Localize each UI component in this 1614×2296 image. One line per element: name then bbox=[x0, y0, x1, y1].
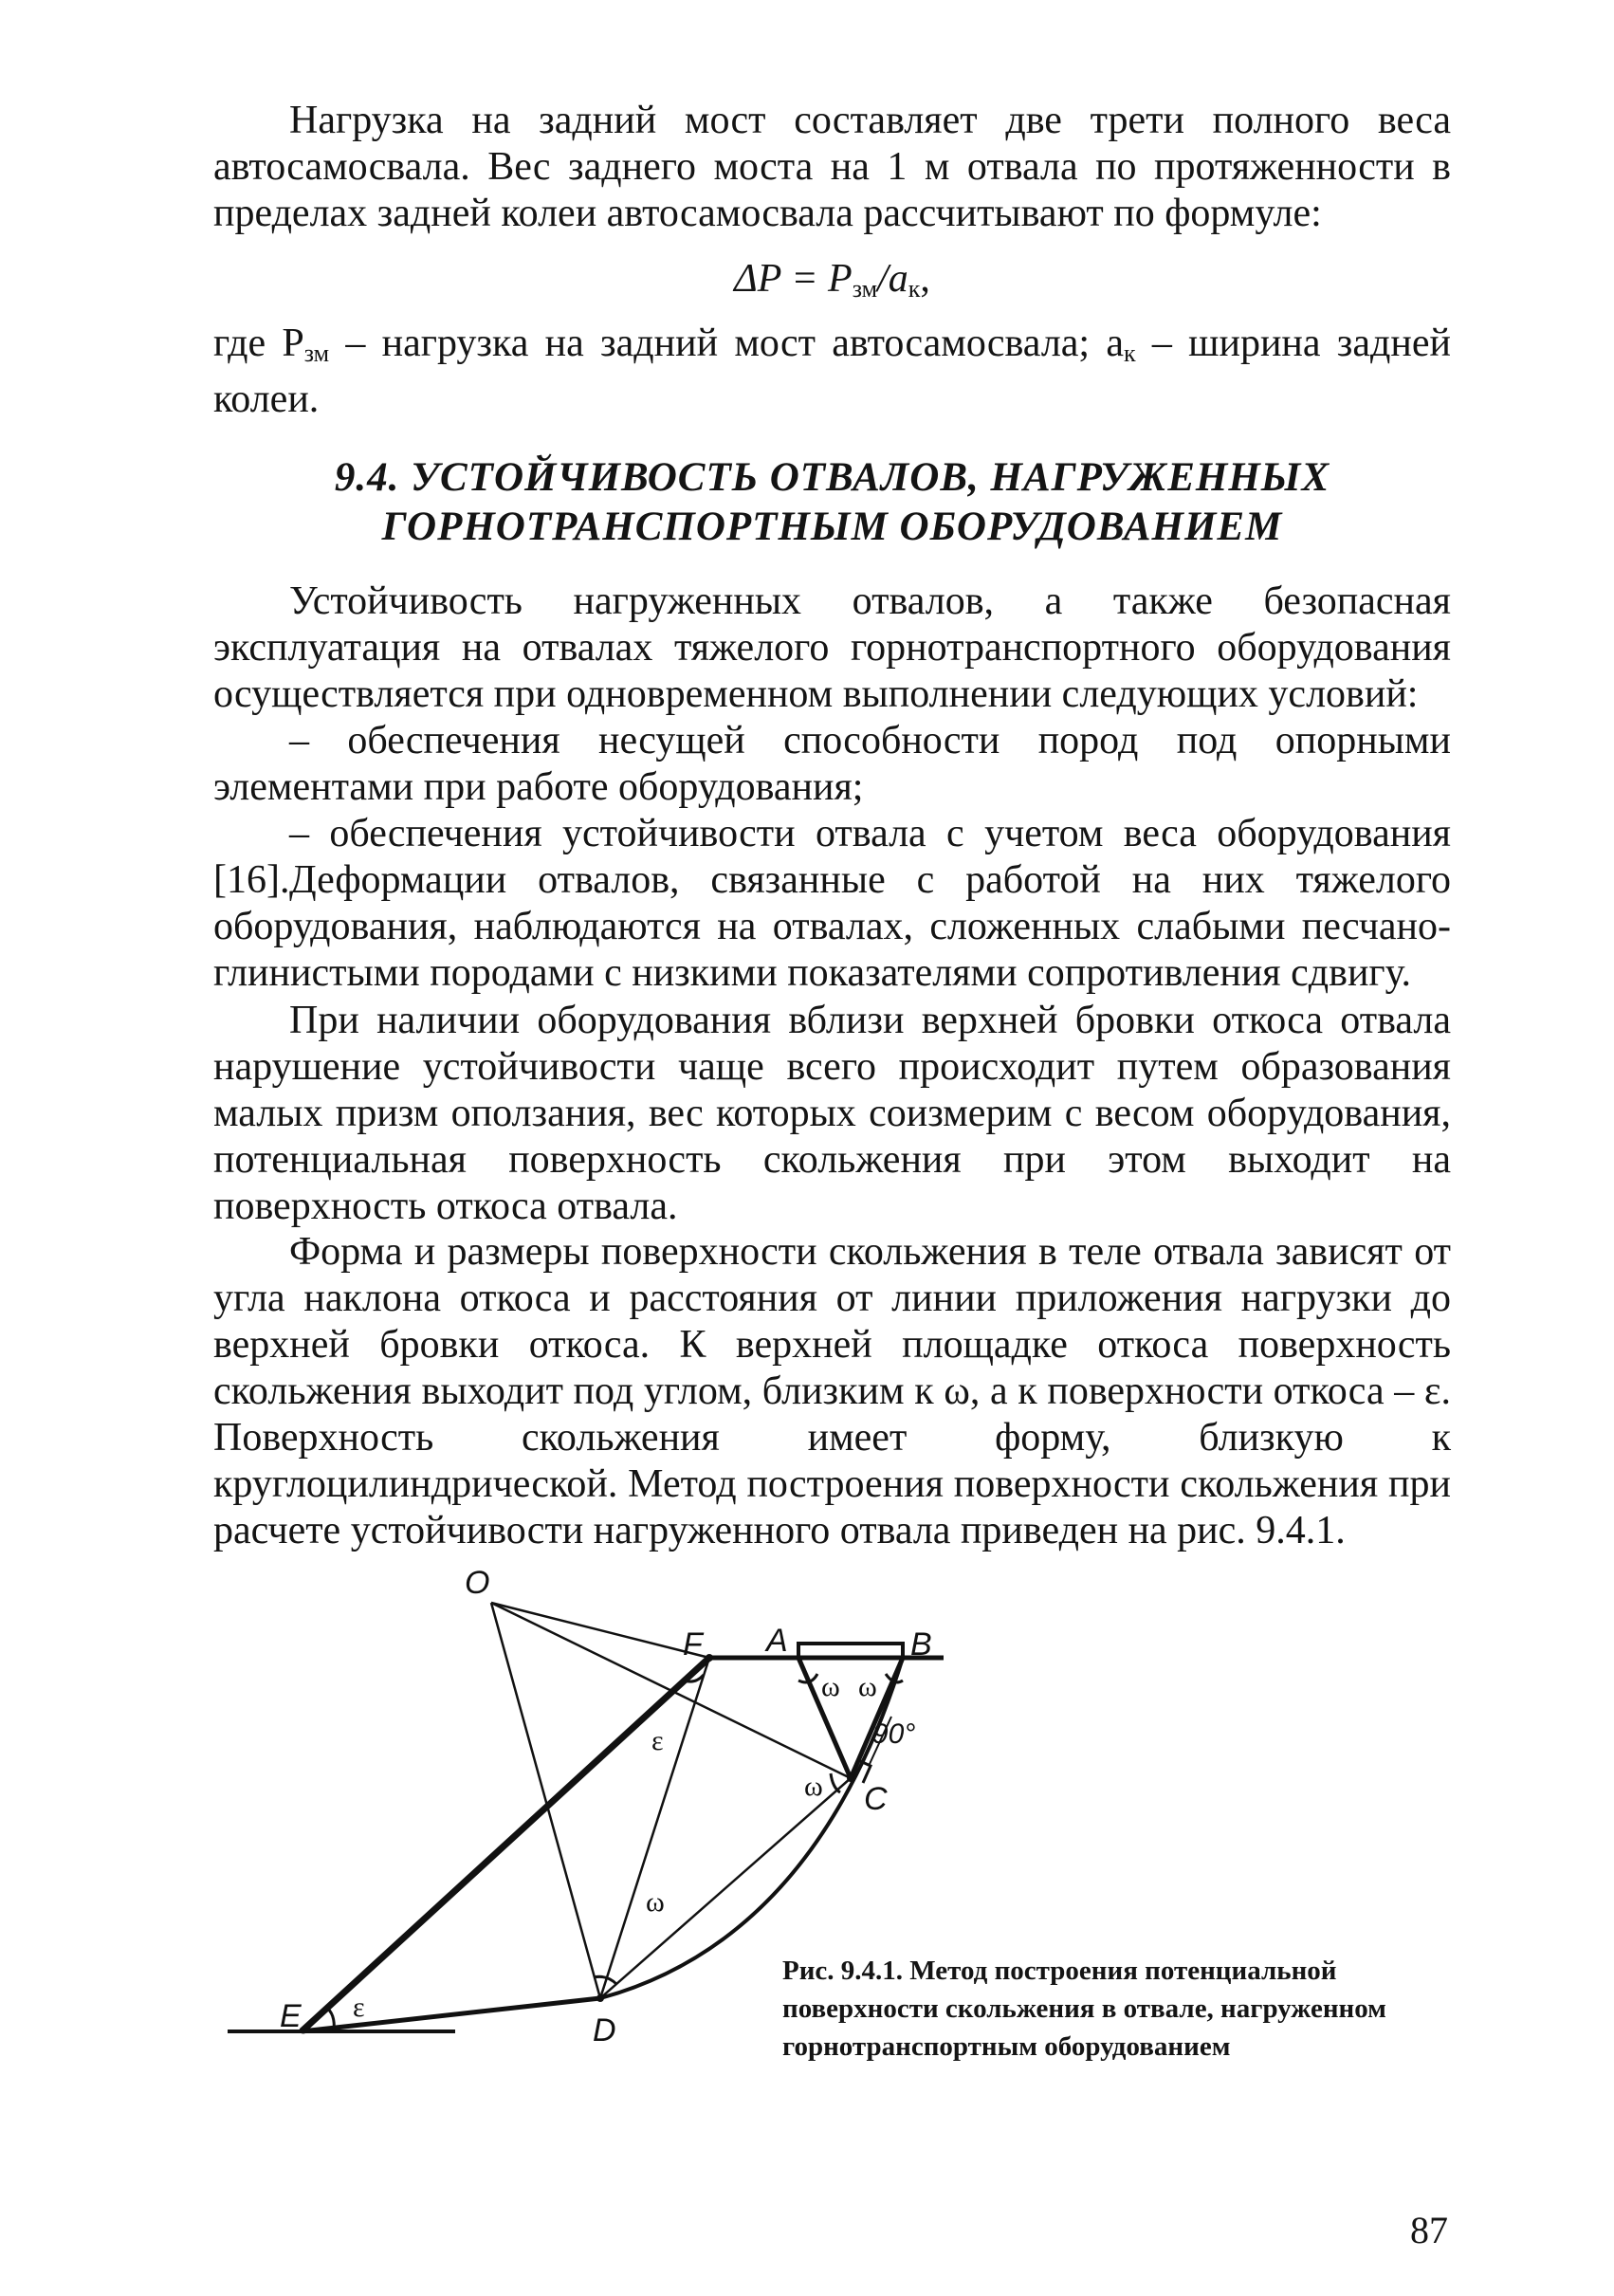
angle-label-omega-B: ω bbox=[858, 1671, 877, 1702]
label-point-D: D bbox=[593, 2012, 616, 2048]
heading-line-1: 9.4. УСТОЙЧИВОСТЬ ОТВАЛОВ, НАГРУЖЕННЫХ bbox=[334, 455, 1330, 500]
paragraph-condition-2: – обеспечения устойчивости отвала с учетом веса оборудования [16]. bbox=[213, 812, 1451, 902]
label-point-E: E bbox=[280, 1998, 302, 2034]
paragraph-stability: Устойчивость нагруженных отвалов, а также безопасная эксплуатация на отвалах тяжелого горнотранспортного оборудования осуществляется при одновременном выполнении следующих условий: bbox=[213, 579, 1451, 716]
line-O-F bbox=[491, 1603, 709, 1658]
paragraph-load-intro: Нагрузка на задний мост составляет две трети полного веса автосамосвала. Вес заднего моста на 1 м отвала по протяженности в пределах задней колеи автосамосвала рассчитывают по формуле: bbox=[213, 99, 1451, 235]
paragraph-stability-loss: При наличии оборудования вблизи верхней бровки откоса отвала нарушение устойчивости чаще всего происходит путем образования малых призм оползания, вес которых соизмерим с весом оборудования, потенциальная поверхность скольжения при этом выходит на поверхность откоса отвала. bbox=[213, 999, 1451, 1228]
formula-sub-k: к bbox=[908, 275, 921, 303]
paragraph-condition-1: – обеспечения несущей способности пород под опорными элементами при работе оборудования; bbox=[213, 719, 1451, 809]
point-F bbox=[706, 1654, 713, 1662]
slip-surface-arc bbox=[600, 1658, 903, 1998]
angle-label-omega-C: ω bbox=[804, 1771, 823, 1802]
angle-label-90: 90° bbox=[872, 1718, 916, 1750]
formula-sub-zm: зм bbox=[852, 275, 878, 303]
label-point-C: C bbox=[864, 1781, 888, 1817]
formula-end: , bbox=[920, 257, 930, 301]
line-E-D bbox=[302, 1998, 600, 2031]
point-C bbox=[847, 1774, 854, 1782]
angle-arc-C bbox=[831, 1773, 840, 1792]
where-end: – ширина задней колеи. bbox=[213, 321, 1451, 421]
label-point-B: B bbox=[910, 1626, 932, 1662]
line-O-C bbox=[491, 1603, 851, 1778]
figure-caption: Рис. 9.4.1. Метод построения потенциальной поверхности скольжения в отвале, нагруженном горнотранспортным оборудованием bbox=[782, 1956, 1386, 2062]
paragraph-surface-shape: Форма и размеры поверхности скольжения в теле отвала зависят от угла наклона откоса и расстояния от линии приложения нагрузки до верхней бровки откоса. К верхней площадке откоса поверхность скольжения выходит под углом, близким к ω, а к поверхности откоса – ε. Поверхность скольжения имеет форму, близкую к круглоцилиндрической. Метод построения поверхности скольжения при расчете устойчивости нагруженного отвала приведен на рис. 9.4.1. bbox=[213, 1230, 1451, 1552]
where-mid: – нагрузка на задний мост автосамосвала; a bbox=[329, 321, 1124, 365]
label-point-F: F bbox=[683, 1626, 703, 1662]
paragraph-deformations: Деформации отвалов, связанные с работой на них тяжелого оборудования, наблюдаются на отвалах, сложенных слабыми песчано-глинистыми породами с низкими показателями сопротивления сдвигу. bbox=[213, 858, 1451, 995]
label-point-O: O bbox=[465, 1565, 490, 1601]
page-number: 87 bbox=[1410, 2209, 1448, 2251]
angle-label-omega-A: ω bbox=[821, 1671, 840, 1702]
heading-line-2: ГОРНОТРАНСПОРТНЫМ ОБОРУДОВАНИЕМ bbox=[381, 505, 1283, 549]
label-point-A: A bbox=[766, 1623, 788, 1659]
line-O-D bbox=[491, 1603, 600, 1998]
where-sub-zm: зм bbox=[303, 340, 330, 367]
point-D bbox=[596, 1994, 604, 2002]
angle-label-omega-D: ω bbox=[646, 1886, 665, 1918]
where-sub-k: к bbox=[1123, 340, 1136, 367]
where-start: где P bbox=[213, 321, 304, 365]
formula-mid: /a bbox=[877, 257, 908, 301]
formula-lhs: ΔP = P bbox=[734, 257, 853, 301]
angle-label-epsilon-E: ε bbox=[353, 1992, 365, 2023]
angle-label-epsilon-F: ε bbox=[651, 1725, 664, 1756]
slope-line-EF bbox=[302, 1658, 709, 2031]
